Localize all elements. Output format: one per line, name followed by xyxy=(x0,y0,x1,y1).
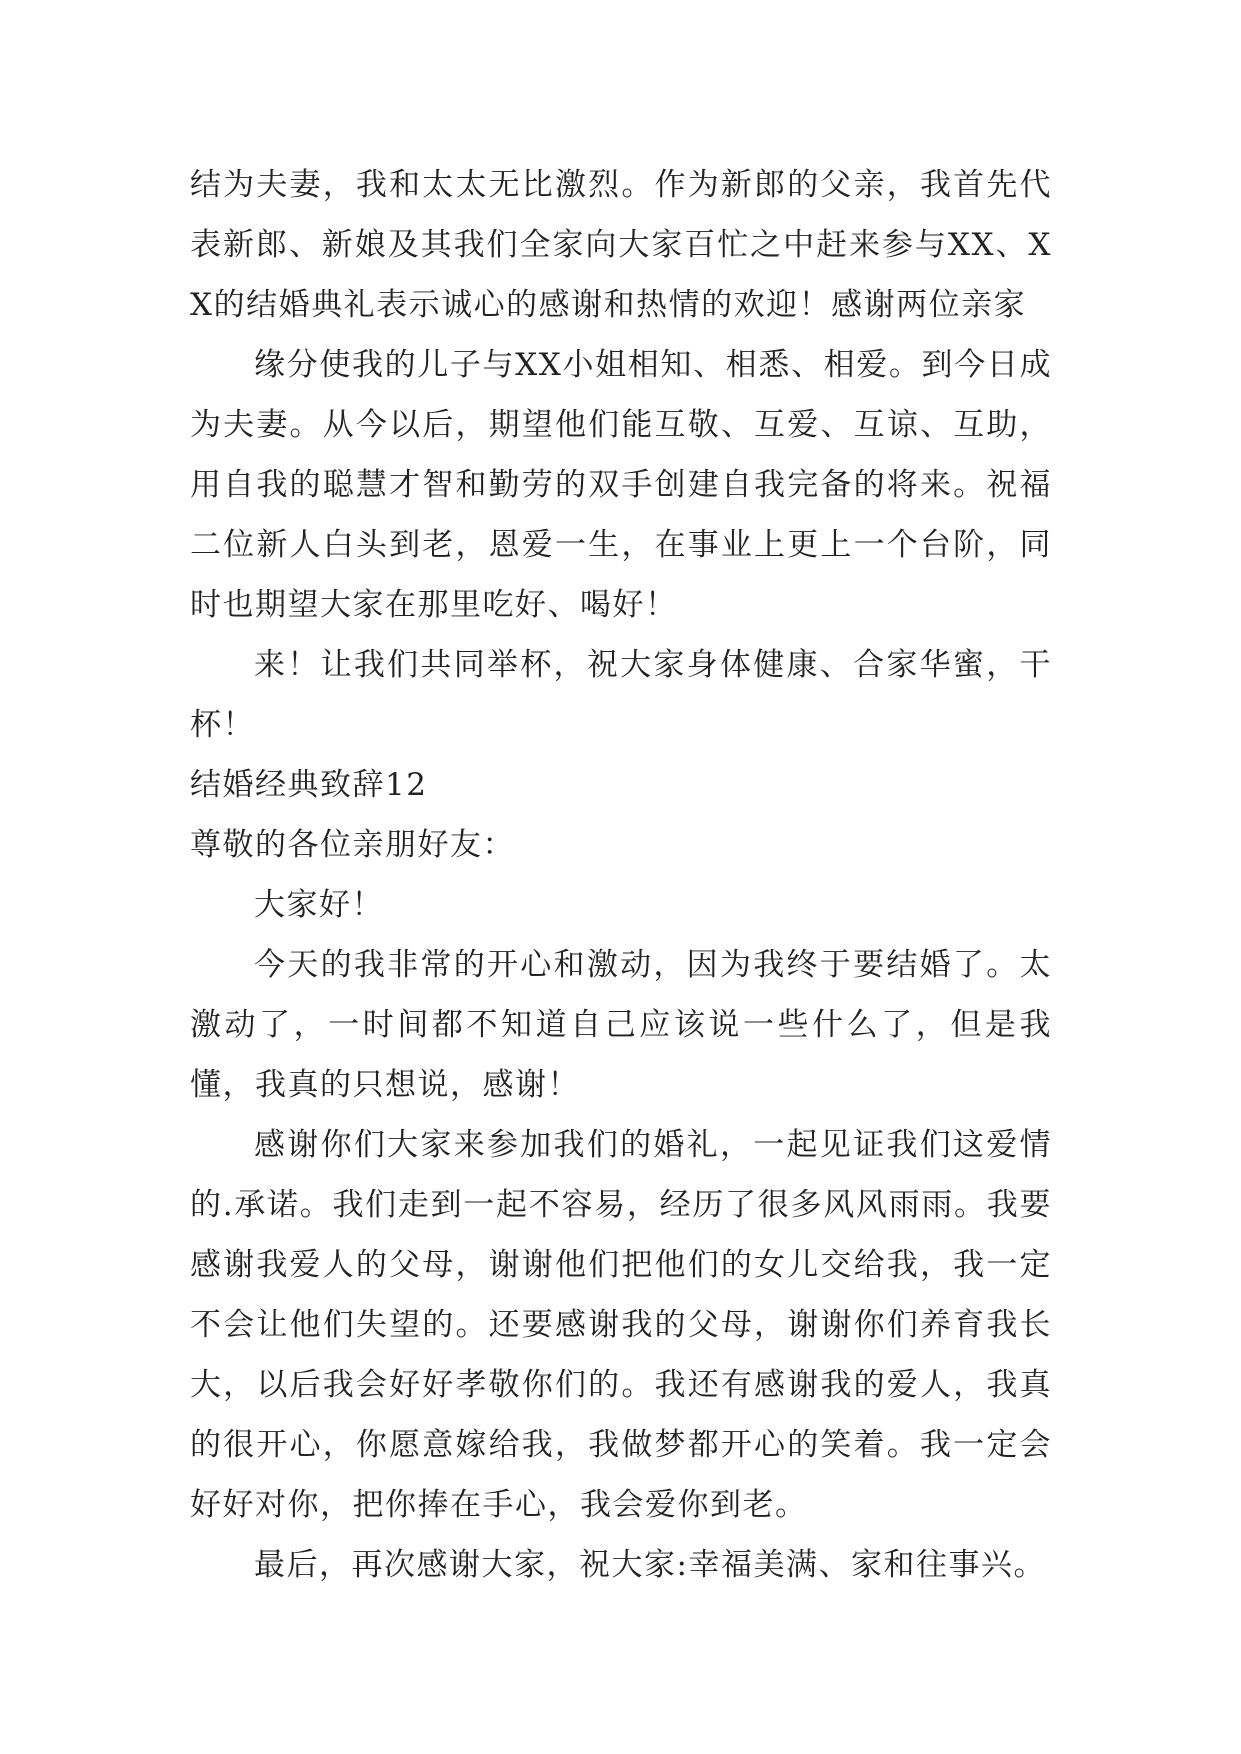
paragraph-thanks: 感谢你们大家来参加我们的婚礼，一起见证我们这爱情的.承诺。我们走到一起不容易，经历了很多风风雨雨。我要感谢我爱人的父母，谢谢他们把他们的女儿交给我，我一定不会让他们失望的。还要感谢我的父母，谢谢你们养育我长大，以后我会好好孝敬你们的。我还有感谢我的爱人，我真的很开心，你愿意嫁给我，我做梦都开心的笑着。我一定会好好对你，把你捧在手心，我会爱你到老。 xyxy=(190,1127,1052,1523)
paragraph-blessing: 缘分使我的儿子与XX小姐相知、相悉、相爱。到今日成为夫妻。从今以后，期望他们能互敬、互爱、互谅、互助，用自我的聪慧才智和勤劳的双手创建自我完备的将来。祝福二位新人白头到老，恩爱一生，在事业上更上一个台阶，同时也期望大家在那里吃好、喝好！ xyxy=(190,347,1052,623)
paragraph-toast: 来！让我们共同举杯，祝大家身体健康、合家华蜜，干杯！ xyxy=(190,647,1052,743)
paragraph-closing: 最后，再次感谢大家，祝大家:幸福美满、家和往事兴。 xyxy=(254,1547,1046,1583)
paragraph-continuation: 结为夫妻，我和太太无比激烈。作为新郎的父亲，我首先代表新郎、新娘及其我们全家向大家百忙之中赶来参与XX、XX的结婚典礼表示诚心的感谢和热情的欢迎！感谢两位亲家 xyxy=(190,167,1052,323)
document-body xyxy=(190,155,1052,1595)
section-heading: 结婚经典致辞12 xyxy=(190,767,428,803)
paragraph-excitement: 今天的我非常的开心和激动，因为我终于要结婚了。太激动了，一时间都不知道自己应该说一些什么了，但是我懂，我真的只想说，感谢！ xyxy=(190,947,1052,1103)
greeting: 大家好！ xyxy=(254,887,384,923)
salutation: 尊敬的各位亲朋好友： xyxy=(190,827,515,863)
